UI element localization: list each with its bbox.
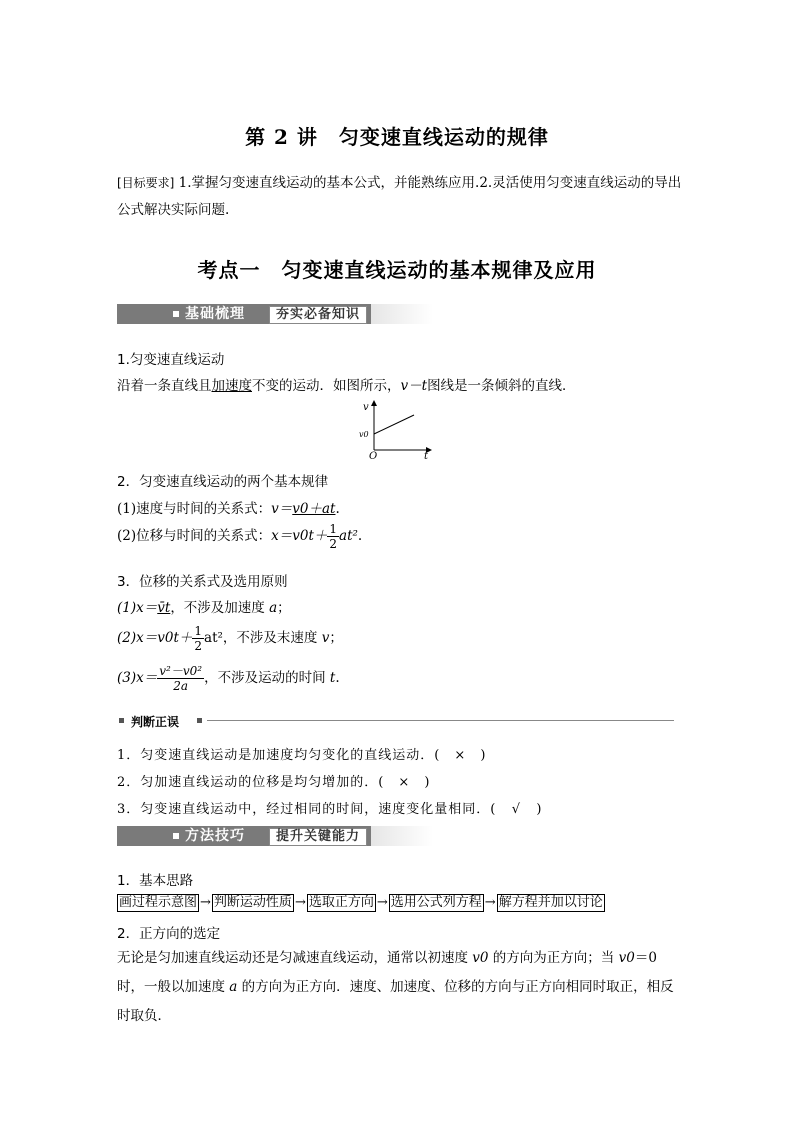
x-label: t: [424, 451, 429, 459]
flow-arrow-icon: →: [376, 895, 388, 910]
flow-arrow-icon: →: [484, 895, 496, 910]
part2-heading: 2．匀变速直线运动的两个基本规律: [117, 474, 329, 490]
thinking-flow: [117, 894, 605, 912]
flow-arrow-icon: →: [294, 895, 306, 910]
f2-end: ；: [329, 630, 343, 646]
flow-step: 画过程示意图: [119, 895, 198, 910]
flow-step: 判断运动性质: [213, 895, 292, 910]
para-text-c: ＝0 时，一般以加速度: [117, 950, 657, 995]
judge-item-end: ): [424, 775, 431, 790]
banner-fade: [371, 304, 433, 324]
judge-mark: √: [511, 802, 521, 817]
rule2-label: (2)位移与时间的关系式：: [117, 528, 272, 544]
judge-item: [117, 771, 430, 790]
flow-step: 选取正方向: [308, 895, 374, 910]
judge-square-icon: [197, 718, 202, 723]
judge-mark: ×: [398, 775, 411, 790]
goal-paragraph: [117, 170, 687, 224]
judge-item-end: ): [480, 748, 487, 763]
f1-end: ；: [277, 600, 291, 616]
y-label: v: [363, 402, 369, 413]
rule1-label: (1)速度与时间的关系式：: [117, 501, 272, 517]
banner-fade: [371, 826, 433, 846]
judge-item-text: 1．匀变速直线运动是加速度均匀变化的直线运动．(: [117, 748, 441, 763]
judge-item: [117, 744, 486, 763]
judge-item-text: 3．匀变速直线运动中，经过相同的时间，速度变化量相同．(: [117, 802, 497, 817]
para-text-b: 的方向为正方向；当: [488, 950, 619, 966]
para-v0: v0: [618, 950, 635, 966]
para-v0: v0: [472, 950, 489, 966]
f3-text: ，不涉及运动的时间: [204, 670, 330, 686]
fraction-numerator: 1: [194, 624, 203, 638]
rule-velocity: [117, 497, 340, 517]
vt-line: [374, 415, 414, 434]
para-a: a: [229, 979, 238, 995]
f1-var: a: [269, 600, 278, 616]
judge-item-end: ): [536, 802, 543, 817]
f3-var: t: [329, 670, 336, 686]
f1-answer: v̄t: [157, 600, 171, 616]
f3-fraction: [157, 664, 204, 693]
section-title: 考点一 匀变速直线运动的基本规律及应用: [197, 258, 597, 282]
y-axis-arrow-icon: [371, 400, 377, 406]
f3-end: .: [335, 670, 340, 686]
banner-square-icon: [173, 833, 179, 839]
rule2-fraction: [327, 522, 339, 551]
part1-text-b: 不变的运动．如图所示，: [252, 378, 401, 394]
formula-1: [117, 596, 291, 616]
fraction-denominator: 2: [329, 537, 338, 551]
rule1-end: .: [335, 501, 340, 517]
fraction-numerator: v²－v0²: [159, 664, 203, 678]
methods-banner: [117, 826, 433, 846]
flow-arrow-icon: →: [200, 895, 211, 910]
formula-2: [117, 624, 343, 653]
basics-banner: [117, 304, 433, 324]
part1-var: v－t: [400, 378, 428, 394]
para-text-a: 无论是匀加速直线运动还是匀减速直线运动，通常以初速度: [117, 950, 473, 966]
flow-step: 解方程并加以讨论: [498, 895, 603, 910]
rule2-lhs: x＝v0t＋: [271, 528, 328, 544]
para-text-d: 的方向为正方向．速度、加速度、位移的方向与正方向相同时取正，相反时取负．: [117, 979, 674, 1024]
part1-text: [117, 374, 576, 394]
rule1-lhs: v＝: [271, 501, 293, 517]
judge-heading: [117, 714, 674, 728]
banner-tag: 夯实必备知识: [269, 306, 367, 324]
judge-item-text: 2．匀加速直线运动的位移是均匀增加的．(: [117, 775, 385, 790]
f1-lhs: (1)x＝: [117, 600, 158, 616]
f1-text: ，不涉及加速度: [170, 600, 270, 616]
flow-step: 选用公式列方程: [390, 895, 482, 910]
method-heading-2: 2．正方向的选定: [117, 926, 221, 942]
judge-heading-text: 判断正误: [131, 715, 180, 729]
method-heading-1: 1．基本思路: [117, 873, 194, 889]
judge-mark: ×: [454, 748, 467, 763]
direction-paragraph: [117, 944, 687, 1031]
goal-text: 1.掌握匀变速直线运动的基本公式，并能熟练应用.2.灵活使用匀变速直线运动的导出公式解决实际问题.: [117, 175, 682, 218]
fraction-denominator: 2a: [173, 679, 189, 693]
banner-name: 方法技巧: [185, 828, 245, 844]
rule-displacement: [117, 522, 362, 551]
banner-name: 基础梳理: [185, 306, 245, 322]
judge-item: [117, 798, 542, 817]
judge-rule: [207, 720, 674, 721]
banner-tag: 提升关键能力: [269, 828, 367, 846]
goal-label: [目标要求]: [117, 176, 175, 190]
part1-heading: 1.匀变速直线运动: [117, 352, 225, 368]
fraction-numerator: 1: [329, 522, 338, 536]
f2-var: v: [321, 630, 330, 646]
f2-fraction: [192, 624, 204, 653]
f2-lhs: (2)x＝v0t＋: [117, 630, 193, 646]
f3-lhs: (3)x＝: [117, 670, 158, 686]
part1-text-a: 沿着一条直线且: [117, 378, 212, 394]
rule1-answer: v0＋at: [292, 501, 336, 517]
rule2-tail: at²: [339, 528, 358, 544]
part1-answer: 加速度: [211, 378, 252, 394]
formula-3: [117, 664, 340, 693]
banner-square-icon: [173, 311, 179, 317]
v0-label: v0: [359, 430, 369, 439]
judge-square-icon: [119, 718, 124, 723]
origin-label: O: [369, 451, 378, 459]
rule2-end: .: [357, 528, 363, 544]
part3-heading: 3．位移的关系式及选用原则: [117, 574, 288, 590]
f2-text: at²，不涉及末速度: [204, 630, 322, 646]
vt-graph: [358, 397, 438, 459]
lesson-title: 第 2 讲 匀变速直线运动的规律: [245, 125, 549, 149]
part1-text-c: 图线是一条倾斜的直线．: [427, 378, 576, 394]
fraction-denominator: 2: [194, 639, 203, 653]
